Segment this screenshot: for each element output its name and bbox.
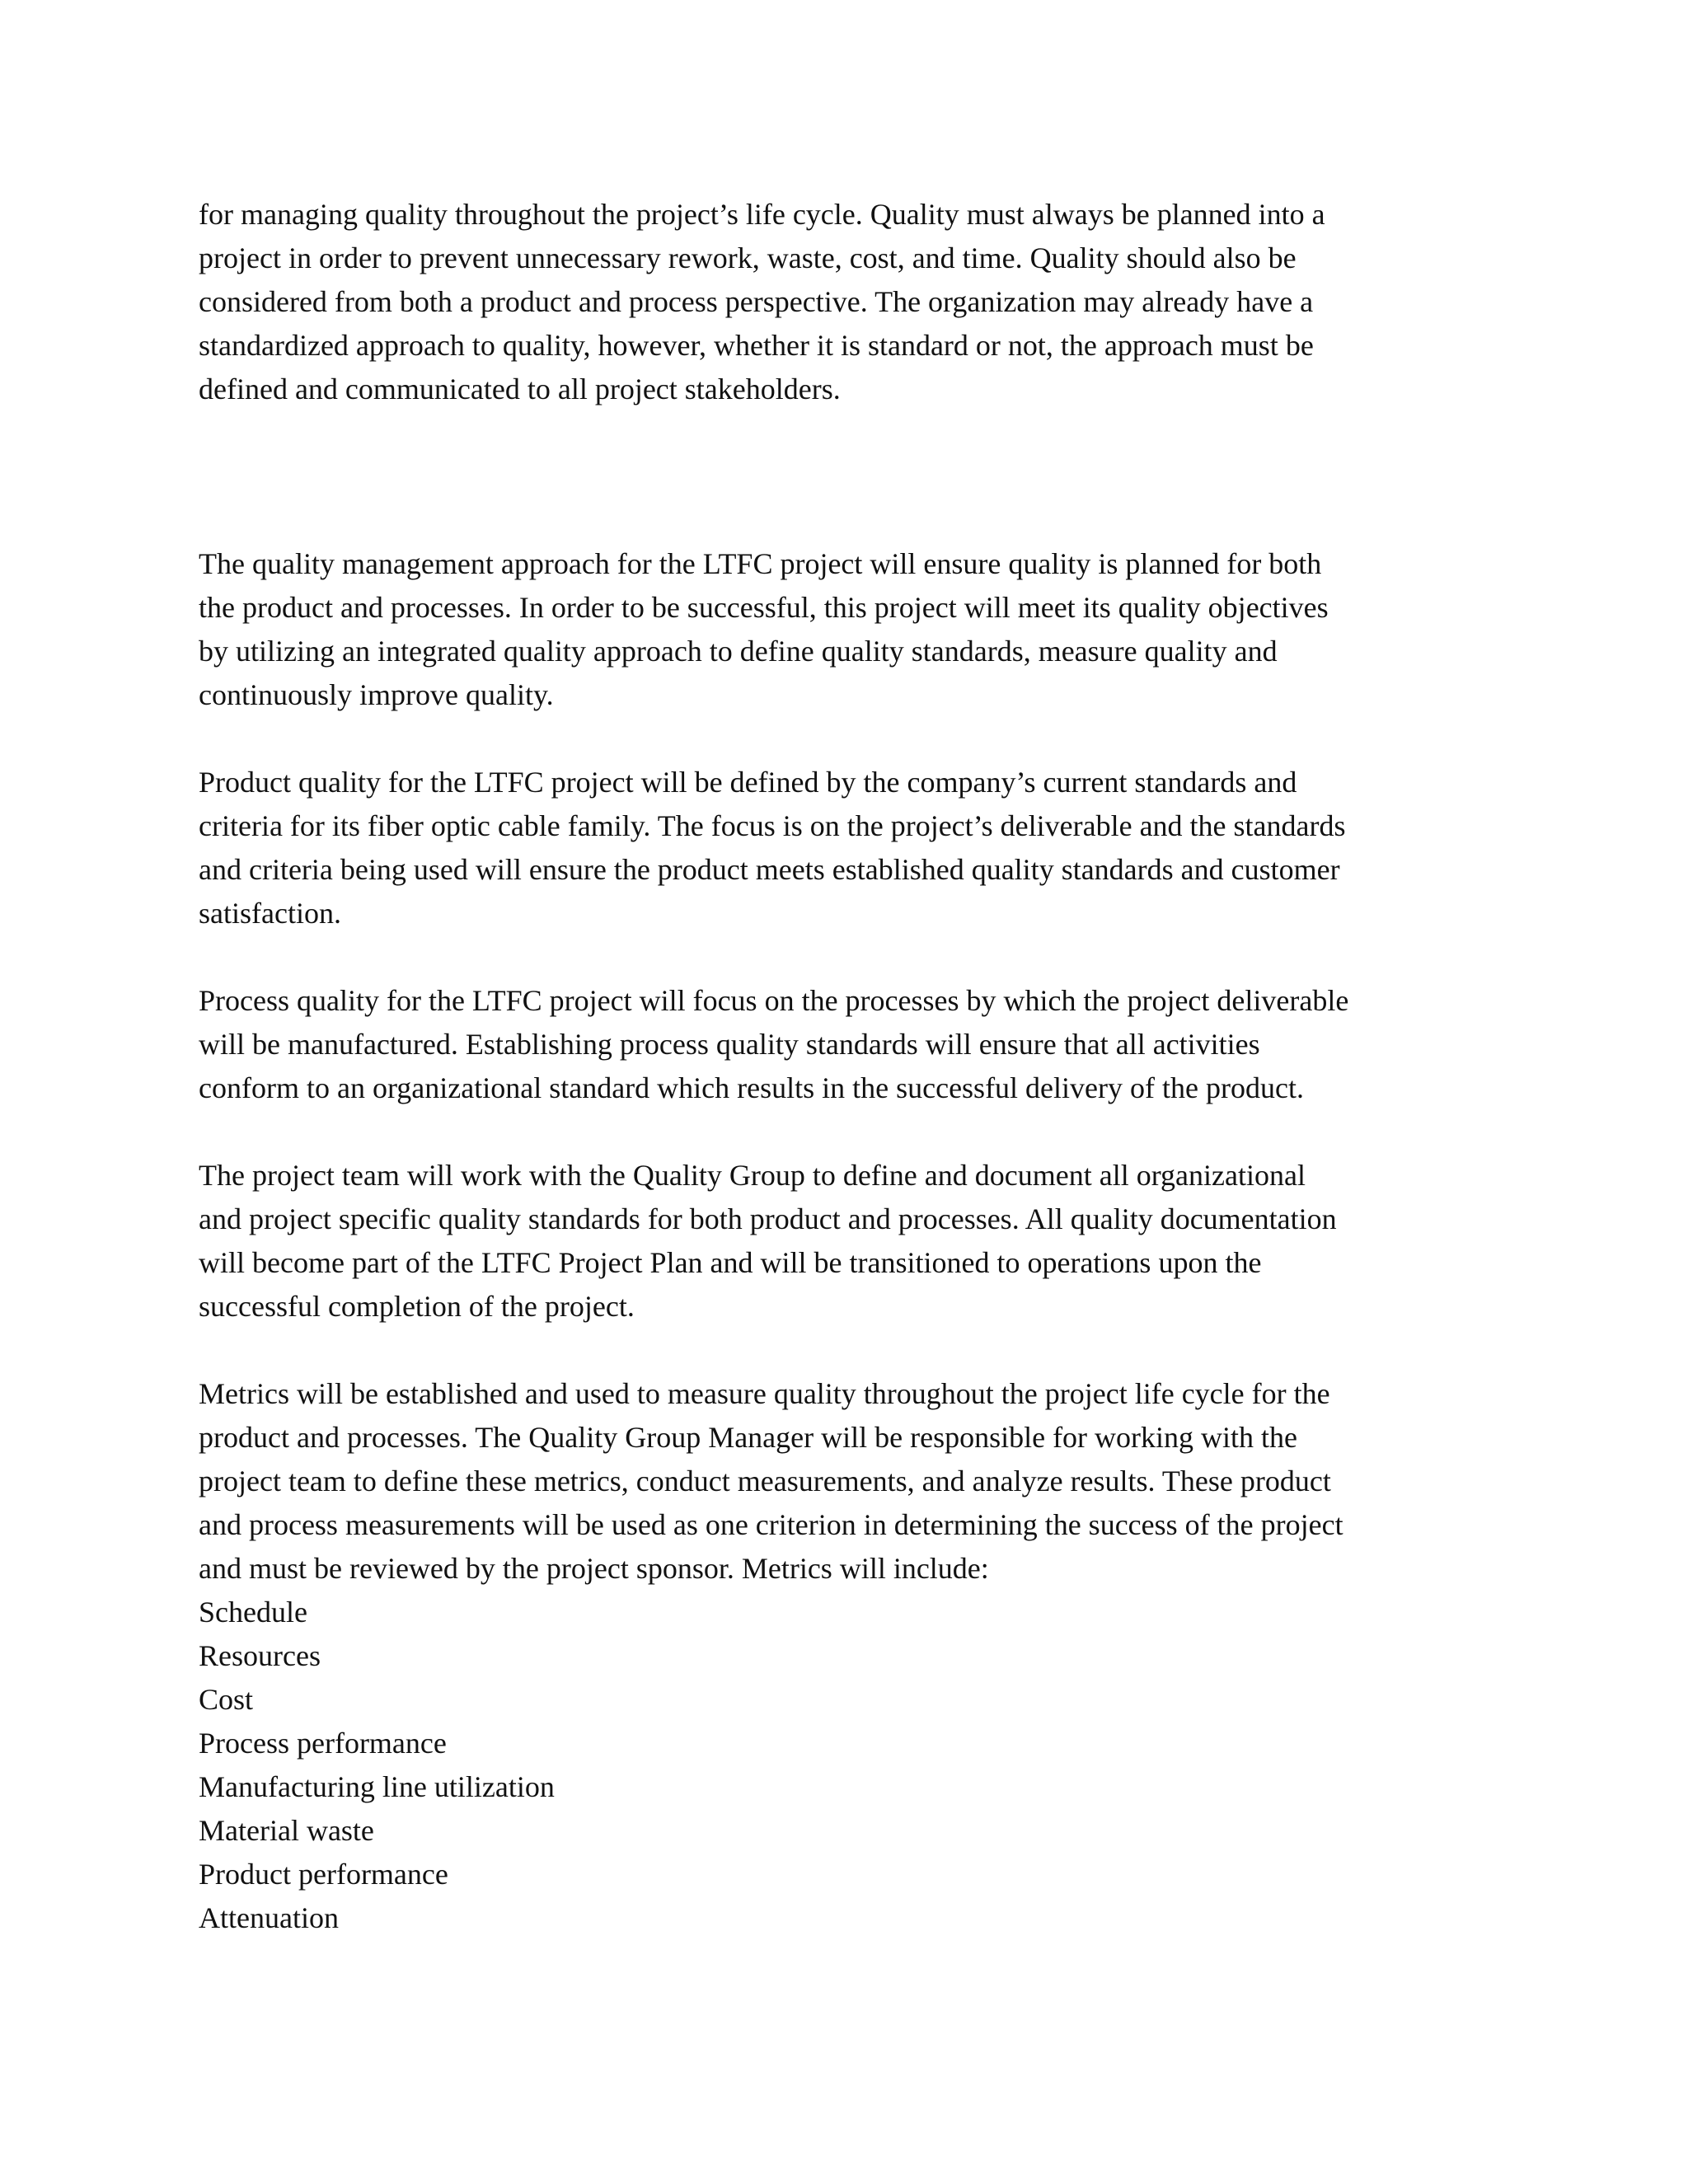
text-line: standardized approach to quality, however, whether it is standard or not, the approach must be <box>199 329 1314 362</box>
paragraph-product-quality <box>199 761 1493 935</box>
list-item: Manufacturing line utilization <box>199 1770 555 1803</box>
text-line: will be manufactured. Establishing process quality standards will ensure that all activities <box>199 1028 1260 1061</box>
list-item: Cost <box>199 1683 254 1716</box>
text-line: The quality management approach for the LTFC project will ensure quality is planned for both <box>199 547 1322 580</box>
list-item: Attenuation <box>199 1901 339 1934</box>
metrics-list <box>199 1591 1493 1940</box>
list-item: Schedule <box>199 1596 307 1629</box>
paragraph-metrics <box>199 1372 1493 1591</box>
text-line: conform to an organizational standard which results in the successful delivery of the product. <box>199 1071 1304 1104</box>
text-line: criteria for its fiber optic cable family. The focus is on the project’s deliverable and the standards <box>199 809 1346 842</box>
text-line: continuously improve quality. <box>199 678 554 711</box>
text-line: considered from both a product and process perspective. The organization may already have a <box>199 285 1314 318</box>
list-item: Product performance <box>199 1858 448 1891</box>
paragraph-process-quality <box>199 979 1493 1110</box>
document-body <box>199 193 1493 1940</box>
text-line: will become part of the LTFC Project Plan and will be transitioned to operations upon the <box>199 1246 1262 1279</box>
paragraph-spacer <box>199 935 1493 979</box>
text-line: and project specific quality standards for both product and processes. All quality documentation <box>199 1202 1337 1235</box>
paragraph-quality-documentation <box>199 1154 1493 1329</box>
paragraph-spacer <box>199 717 1493 761</box>
text-line: by utilizing an integrated quality approach to define quality standards, measure quality and <box>199 635 1278 668</box>
paragraph-spacer <box>199 1329 1493 1372</box>
paragraph-spacer <box>199 1110 1493 1154</box>
text-line: The project team will work with the Quality Group to define and document all organizational <box>199 1159 1306 1192</box>
list-item: Material waste <box>199 1814 374 1847</box>
text-line: and must be reviewed by the project sponsor. Metrics will include: <box>199 1552 989 1585</box>
text-line: the product and processes. In order to be successful, this project will meet its quality objectives <box>199 591 1329 624</box>
text-line: project team to define these metrics, conduct measurements, and analyze results. These product <box>199 1465 1331 1497</box>
text-line: satisfaction. <box>199 897 341 930</box>
text-line: product and processes. The Quality Group Manager will be responsible for working with the <box>199 1421 1298 1454</box>
text-line: and process measurements will be used as one criterion in determining the success of the project <box>199 1508 1343 1541</box>
list-item: Resources <box>199 1639 321 1672</box>
text-line: and criteria being used will ensure the product meets established quality standards and customer <box>199 853 1340 886</box>
paragraph-spacer <box>199 411 1493 542</box>
list-item: Process performance <box>199 1727 447 1760</box>
text-line: for managing quality throughout the project’s life cycle. Quality must always be planned into a <box>199 198 1325 231</box>
paragraph-quality-intro <box>199 193 1493 411</box>
text-line: successful completion of the project. <box>199 1290 635 1323</box>
text-line: project in order to prevent unnecessary rework, waste, cost, and time. Quality should also be <box>199 241 1296 274</box>
text-line: defined and communicated to all project stakeholders. <box>199 373 841 405</box>
paragraph-quality-management-approach <box>199 542 1493 717</box>
text-line: Process quality for the LTFC project will focus on the processes by which the project deliverable <box>199 984 1349 1017</box>
text-line: Metrics will be established and used to measure quality throughout the project life cycle for the <box>199 1377 1330 1410</box>
text-line: Product quality for the LTFC project will be defined by the company’s current standards and <box>199 766 1297 799</box>
